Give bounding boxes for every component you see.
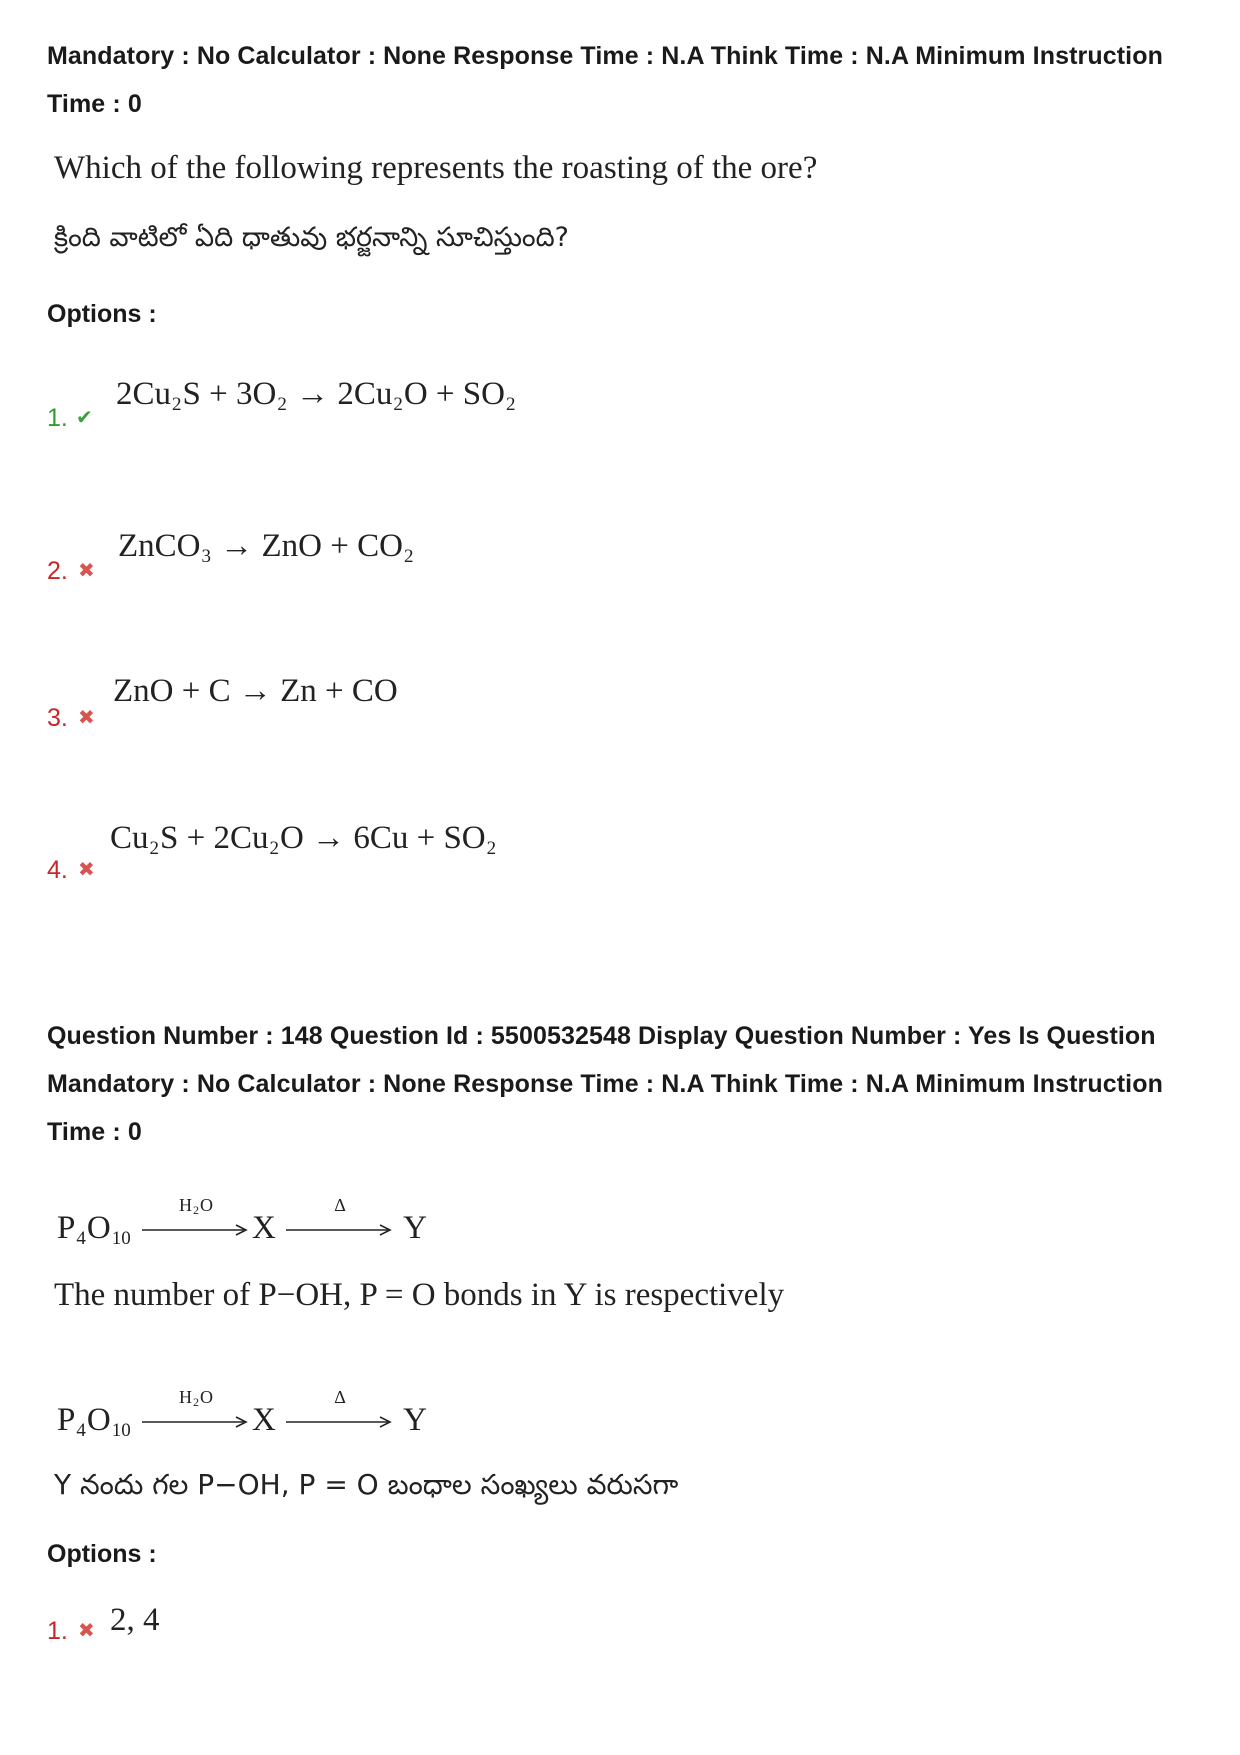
meta-line: Mandatory : No Calculator : None Response Time : N.A Think Time : N.A Minimum Instruction <box>47 42 1163 70</box>
question-meta <box>47 1012 1217 1156</box>
question-text-english: The number of P−OH, P = O bonds in Y is respectively <box>54 1277 785 1313</box>
option-number: 1. <box>47 404 68 432</box>
reaction-arrow: $H_2O$ <box>140 1215 252 1245</box>
option-equation: $2Cu_2S + 3O_2 \to 2Cu_2O + SO_2$ <box>116 376 516 415</box>
options-label: Options : <box>47 300 157 328</box>
option-equation: ZnCO$_3$ → ZnO + $CO_2$ <box>118 528 414 567</box>
question-text-telugu: క్రింది వాటిలో ఏది ధాతువు భర్జనాన్ని సూచిస్తుంది? <box>54 222 570 253</box>
option-equation: $Cu_2S + 2Cu_2O \to 6Cu + SO_2$ <box>110 820 497 859</box>
question-text-english: Which of the following represents the roasting of the ore? <box>54 150 818 186</box>
options-label: Options : <box>47 1540 157 1568</box>
option-equation: ZnO + C → Zn + CO <box>113 673 398 709</box>
option-number: 1. <box>47 1617 68 1645</box>
reaction-arrow: $H_2O$ <box>140 1407 252 1437</box>
meta-line: Question Number : 148 Question Id : 5500532548 Display Question Number : Yes Is Question <box>47 1022 1156 1050</box>
reaction-arrow: Δ <box>284 1215 396 1245</box>
question-text-telugu: Y నందు గల P−OH, P = O బంధాల సంఖ్యలు వరుసగా <box>54 1468 679 1501</box>
option-number: 3. <box>47 704 68 732</box>
wrong-cross-icon: ✖ <box>78 1618 95 1642</box>
option-number: 2. <box>47 557 68 585</box>
reaction-scheme: $P_4O_{10}$ $H_2O$ X Δ Y <box>57 1387 427 1441</box>
option-number: 4. <box>47 856 68 884</box>
meta-line: Mandatory : No Calculator : None Response Time : N.A Think Time : N.A Minimum Instruction <box>47 1070 1163 1098</box>
wrong-cross-icon: ✖ <box>78 705 95 729</box>
wrong-cross-icon: ✖ <box>78 857 95 881</box>
question-meta <box>47 32 1217 128</box>
wrong-cross-icon: ✖ <box>78 558 95 582</box>
meta-line: Time : 0 <box>47 1118 142 1146</box>
reaction-arrow: Δ <box>284 1407 396 1437</box>
reaction-scheme: $P_4O_{10}$ $H_2O$ X Δ Y <box>57 1195 427 1249</box>
option-text: 2, 4 <box>110 1602 160 1638</box>
correct-check-icon: ✔ <box>76 405 93 429</box>
meta-line: Time : 0 <box>47 90 142 118</box>
